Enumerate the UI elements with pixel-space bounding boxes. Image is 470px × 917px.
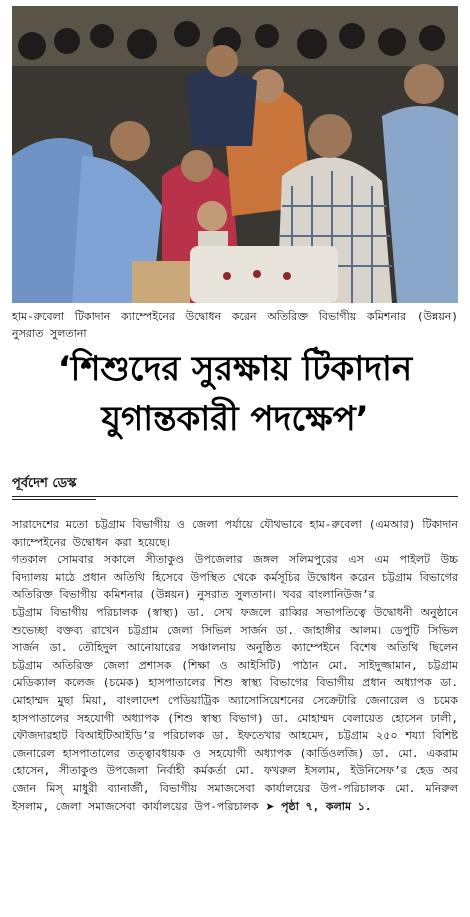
byline-underline — [12, 499, 96, 500]
photo-illustration — [12, 6, 458, 303]
headline-line-1: ‘শিশুদের সুরক্ষায় টিকাদান — [57, 349, 413, 389]
byline: পূর্বদেশ ডেস্ক — [12, 476, 77, 491]
jump-arrow-icon: ➤ — [265, 799, 275, 813]
continued-on-link[interactable]: পৃষ্ঠা ৭, কলাম ১. — [281, 799, 372, 813]
headline — [12, 344, 458, 444]
news-photo — [12, 6, 458, 303]
article-paragraph-text: চট্টগ্রাম বিভাগীয় পরিচালক (স্বাস্থ্য) ডা. সেখ ফজলে রাব্বির সভাপতিত্বে উদ্বোধনী অনুষ্ঠানে শুভেচ্ছা বক্তব্য রাখেন চট্টগ্রাম জেলা সিভিল সার্জন ডা. জাহাঙ্গীর আলম। ডেপুটি সিভিল সার্জন ডা. তৌহিদুল আনোয়ারের সঞ্চালনায় অনুষ্ঠিত ক্যাম্পেইনে বিশেষ অতিথি ছিলেন চট্টগ্রাম অতিরিক্ত জেলা প্রশাসক (শিক্ষা ও আইসিটি) পাঠান মো. সাইদুজ্জামান, চট্টগ্রাম মেডিক্যাল কলেজ (চমেক) হাসপাতালের শিশু স্বাস্থ্য বিভাগের বিভাগীয় প্রধান অধ্যাপক ডা. মোহাম্মদ মুছা মিয়া, বাংলাদেশ পেডিয়াট্রিক অ্যাসোসিয়েশনের সেক্রেটারি জেনারেল ও চমেক হাসপাতালের সহযোগী অধ্যাপক (শিশু স্বাস্থ্য বিভাগ) ডা. মোহাম্মদ বেলায়েত হোসেন ঢালী, ফৌজদারহাট বিআইটিআইডি’র পরিচালক ডা. ইফতেখার আহমেদ, চট্টগ্রাম ২৫০ শয্যা বিশিষ্ট জেনারেল হাসপাতালের তত্ত্বাবধায়ক ও সহযোগী অধ্যাপক (কার্ডিওলজি) ডা. মো. একরাম হোসেন, সীতাকুণ্ড উপজেলা নির্বাহী কর্মকর্তা মো. ফখরুল ইসলাম, ইউনিসেফ’র হেড অব জোন মিস্ মাধুরী ব্যানার্জী, বিভাগীয় সমাজসেবা কার্যালয়ের উপ-পরিচালক মো. মনিরুল ইসলাম, জেলা সমাজসেবা কার্যালয়ের উপ-পরিচালক — [12, 605, 458, 813]
photo-caption: হাম-রুবেলা টিকাদান ক্যাম্পেইনের উদ্বোধন করেন অতিরিক্ত বিভাগীয় কমিশনার (উন্নয়ন) নুসরাত সুলতানা — [12, 310, 458, 340]
article-paragraph: গতকাল সোমবার সকালে সীতাকুণ্ড উপজেলার জঙ্গল সলিমপুরের এস এম পাইলট উচ্চ বিদ্যালয় মাঠে প্রধান অতিথি হিসেবে উপস্থিত থেকে কর্মসূচির উদ্বোধন করেন চট্টগ্রাম বিভাগের অতিরিক্ত বিভাগীয় কমিশনার (উন্নয়ন) নুসরাত সুলতানা। খবর বাংলানিউজ’র — [12, 553, 458, 602]
article-paragraph — [12, 604, 458, 815]
headline-line-2: যুগান্তকারী পদক্ষেপ’ — [101, 399, 369, 439]
article-paragraph: সারাদেশের মতো চট্টগ্রাম বিভাগীয় ও জেলা পর্যায়ে যৌথভাবে হাম-রুবেলা (এমআর) টিকাদান ক্যাম্পেইনের উদ্বোধন করা হয়েছে। — [12, 518, 458, 549]
byline-divider — [12, 496, 458, 497]
article-body — [12, 516, 458, 815]
